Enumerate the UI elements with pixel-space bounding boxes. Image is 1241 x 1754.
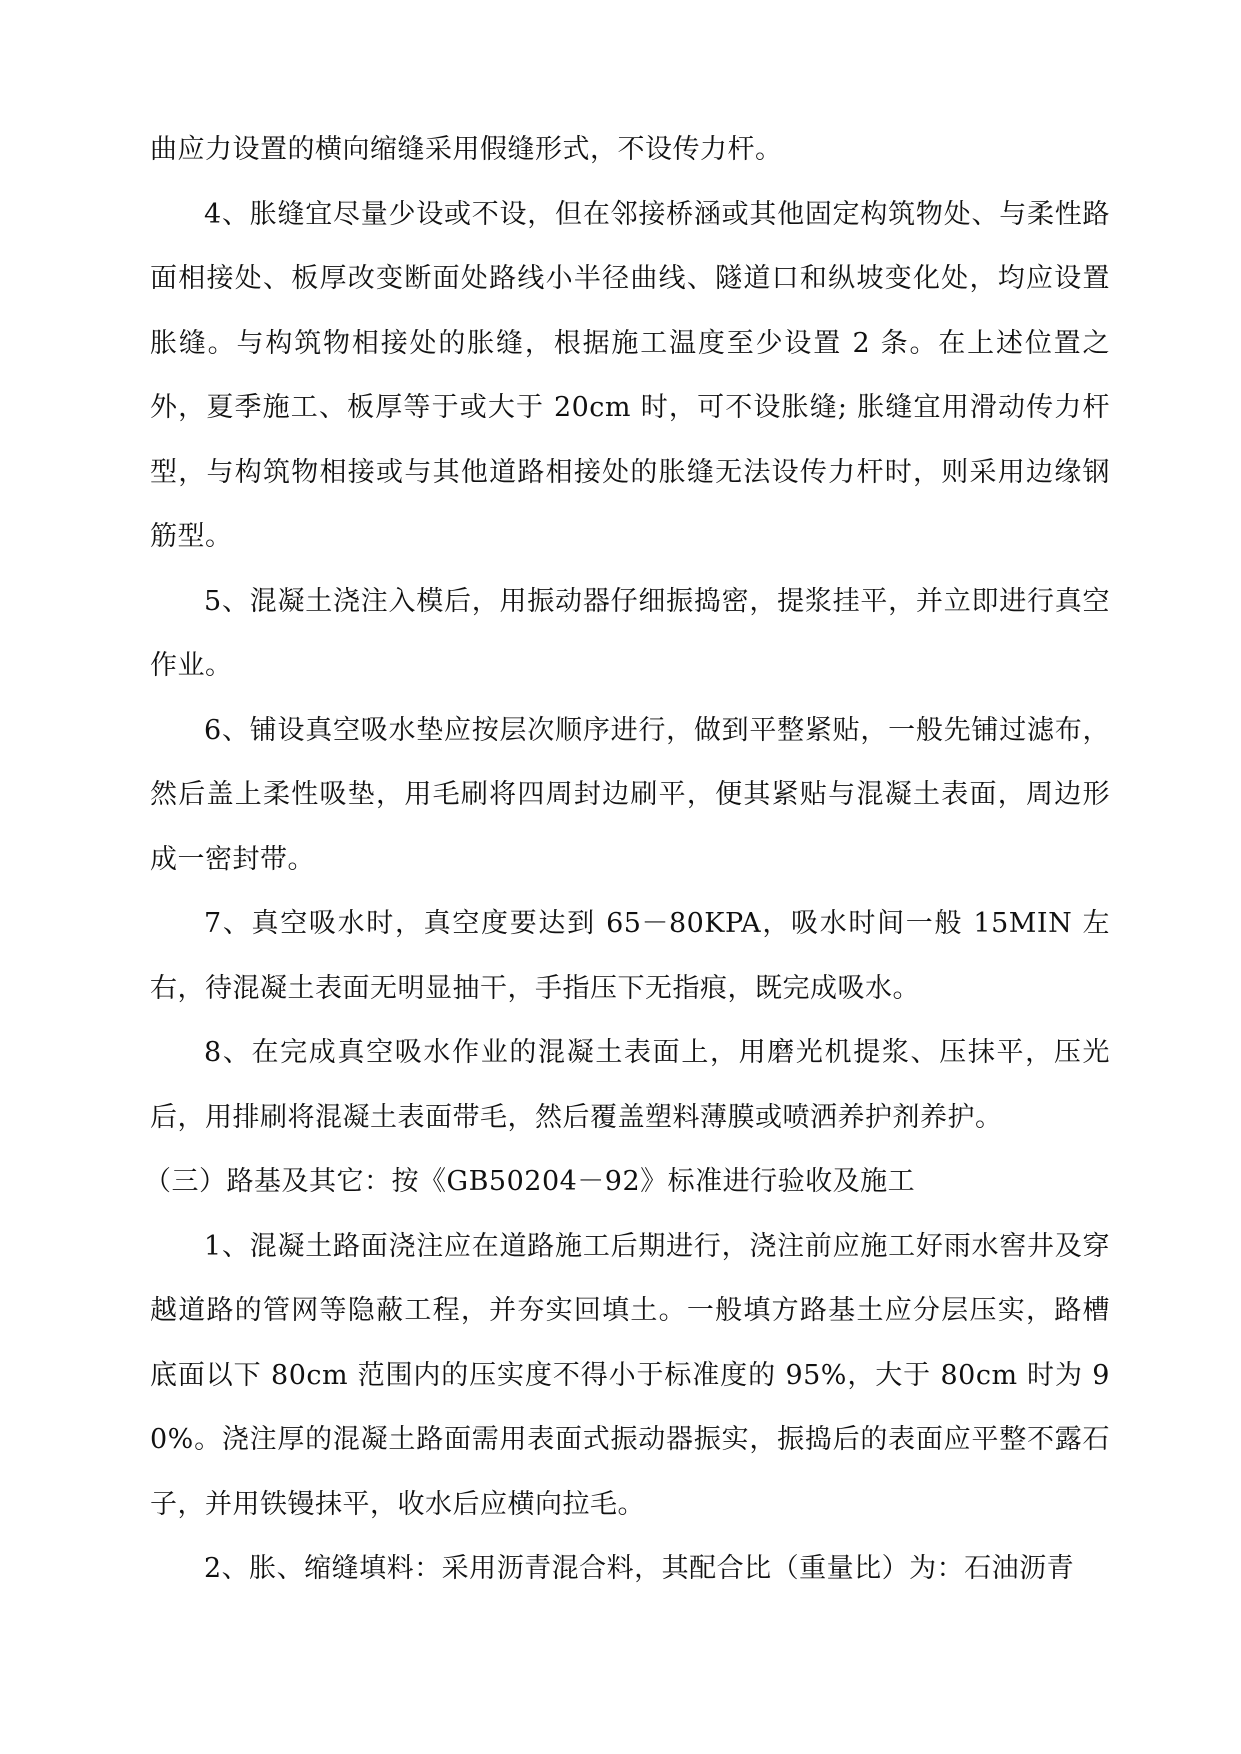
paragraph-item-5: 5、混凝土浇注入模后，用振动器仔细振捣密，提浆挂平，并立即进行真空作业。 [150,585,1110,681]
paragraph-item-6: 6、铺设真空吸水垫应按层次顺序进行，做到平整紧贴，一般先铺过滤布，然后盖上柔性吸垫，用毛刷将四周封边刷平，便其紧贴与混凝土表面，周边形成一密封带。 [150,714,1110,875]
paragraph-item-8: 8、在完成真空吸水作业的混凝土表面上，用磨光机提浆、压抹平，压光后，用排刷将混凝土表面带毛，然后覆盖塑料薄膜或喷洒养护剂养护。 [150,1037,1110,1133]
section-heading: （三）路基及其它：按《GB50204－92》标准进行验收及施工 [144,1166,916,1197]
paragraph-item-2: 2、胀、缩缝填料：采用沥青混合料，其配合比（重量比）为：石油沥青 [204,1553,1075,1584]
paragraph-continuation: 曲应力设置的横向缩缝采用假缝形式，不设传力杆。 [150,134,783,165]
document-body [144,118,1110,1602]
paragraph-item-4: 4、胀缝宜尽量少设或不设，但在邻接桥涵或其他固定构筑物处、与柔性路面相接处、板厚改变断面处路线小半径曲线、隧道口和纵坡变化处，均应设置胀缝。与构筑物相接处的胀缝，根据施工温度至少设置 2 条。在上述位置之外，夏季施工、板厚等于或大于 20cm 时，可不设胀缝; 胀缝宜用滑动传力杆型，与构筑物相接或与其他道路相接处的胀缝无法设传力杆时，则采用边缘钢筋型。 [150,198,1110,552]
paragraph-item-7: 7、真空吸水时，真空度要达到 65－80KPA，吸水时间一般 15MIN 左右，待混凝土表面无明显抽干，手指压下无指痕，既完成吸水。 [150,908,1110,1004]
paragraph-item-1: 1、混凝土路面浇注应在道路施工后期进行，浇注前应施工好雨水窖井及穿越道路的管网等隐蔽工程，并夯实回填土。一般填方路基土应分层压实，路槽底面以下 80cm 范围内的压实度不得小于标准度的 95%，大于 80cm 时为 90%。浇注厚的混凝土路面需用表面式振动器振实，振捣后的表面应平整不露石子，并用铁镘抹平，收水后应横向拉毛。 [150,1230,1110,1520]
